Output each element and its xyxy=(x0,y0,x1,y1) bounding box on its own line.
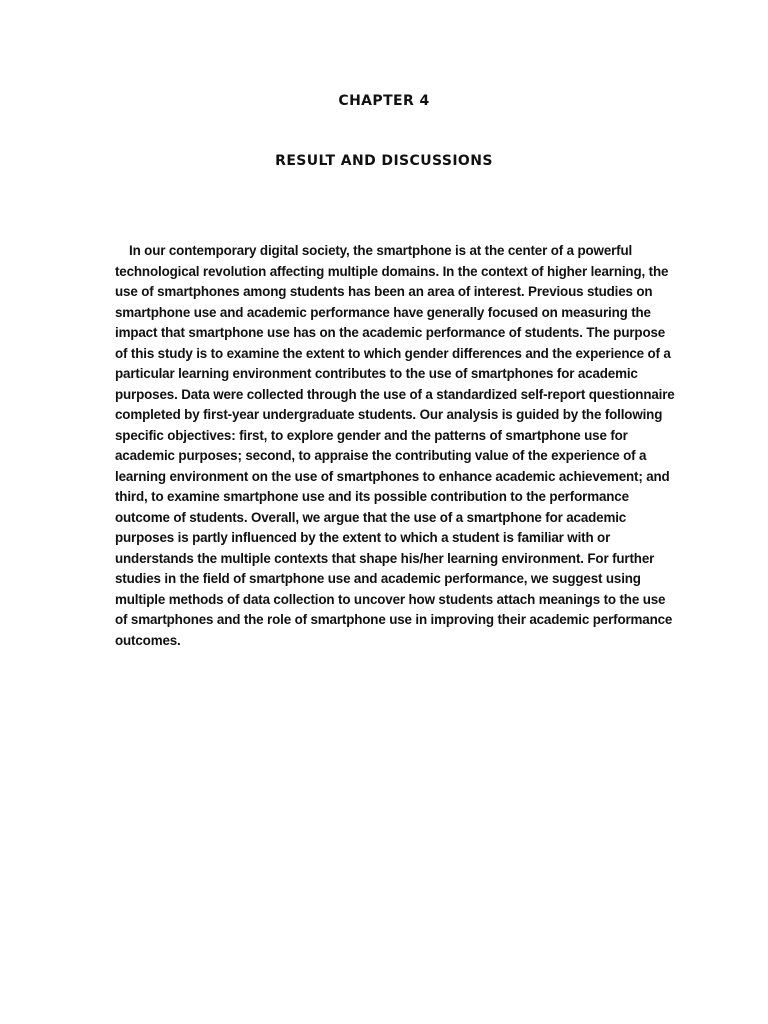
chapter-label: CHAPTER 4 xyxy=(338,93,430,109)
chapter-title: RESULT AND DISCUSSIONS xyxy=(275,153,493,169)
body-paragraph: In our contemporary digital society, the smartphone is at the center of a powerful technological revolution affecting multiple domains. In the context of higher learning, the use of smartphones among students has been an area of interest. Previous studies on smartphone use and academic performance have generally focused on measuring the impact that smartphone use has on the academic performance of students. The purpose of this study is to examine the extent to which gender differences and the experience of a particular learning environment contributes to the use of smartphones for academic purposes. Data were collected through the use of a standardized self-report questionnaire completed by first-year undergraduate students. Our analysis is guided by the following specific objectives: first, to explore gender and the patterns of smartphone use for academic purposes; second, to appraise the contributing value of the experience of a learning environment on the use of smartphones to enhance academic achievement; and third, to examine smartphone use and its possible contribution to the performance outcome of students. Overall, we argue that the use of a smartphone for academic purposes is partly influenced by the extent to which a student is familiar with or understands the multiple contexts that shape his/her learning environment. For further studies in the field of smartphone use and academic performance, we suggest using multiple methods of data collection to uncover how students attach meanings to the use of smartphones and the role of smartphone use in improving their academic performance outcomes. xyxy=(115,243,675,648)
